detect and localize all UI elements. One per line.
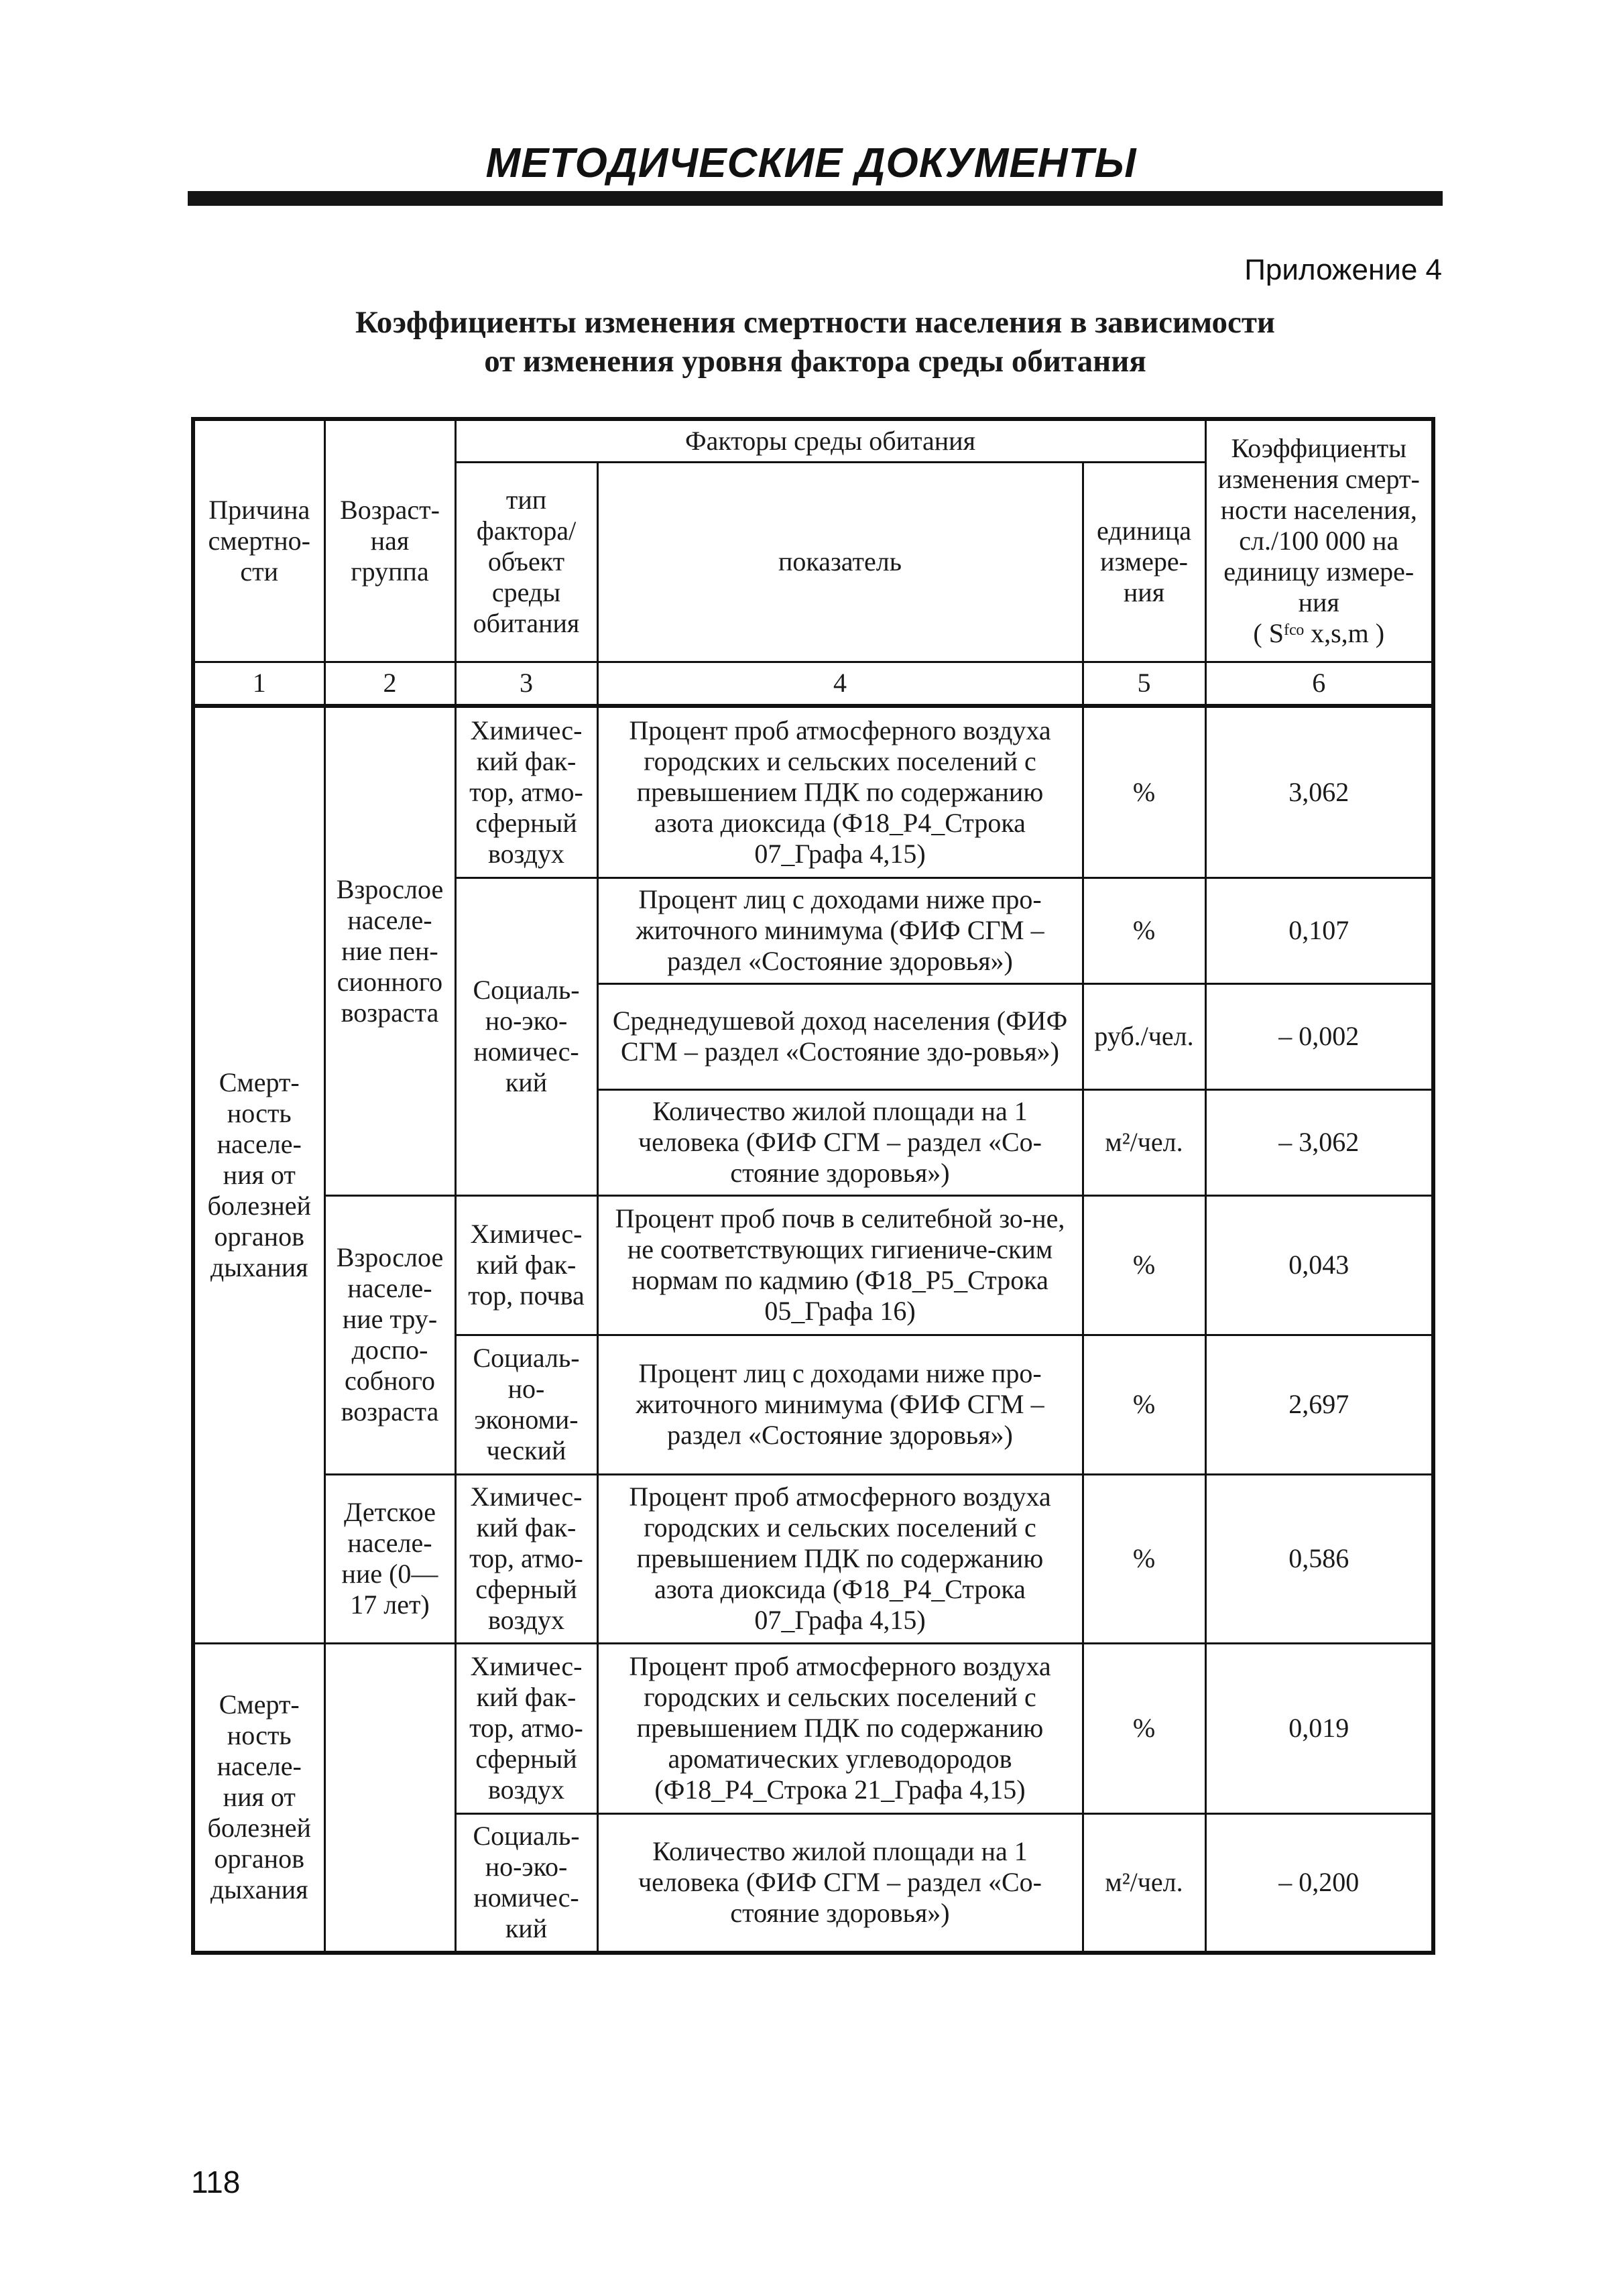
unit-cell: %: [1083, 1643, 1205, 1813]
coefficients-table: [191, 417, 1435, 1955]
title-line-2: от изменения уровня фактора среды обитания: [484, 344, 1146, 379]
factor-type-cell: Химичес-кий фак-тор, атмо-сферный воздух: [455, 1474, 597, 1643]
factor-type-cell: Химичес-кий фак-тор, атмо-сферный воздух: [455, 706, 597, 878]
coefficients-table-wrapper: [191, 417, 1435, 1955]
column-number: 4: [597, 662, 1083, 706]
table-row: [193, 1474, 1433, 1643]
header-coefficients: [1205, 419, 1433, 662]
unit-cell: руб./чел.: [1083, 983, 1205, 1089]
column-number: 6: [1205, 662, 1433, 706]
unit-cell: %: [1083, 1474, 1205, 1643]
indicator-cell: Процент проб почв в селитебной зо-не, не соответствующих гигиениче-ским нормам по кадмию (Ф18_Р5_Строка 05_Графа 16): [597, 1195, 1083, 1335]
document-title: [188, 303, 1443, 381]
unit-cell: %: [1083, 706, 1205, 878]
header-row-1: [193, 419, 1433, 462]
header-factors: Факторы среды обитания: [455, 419, 1205, 462]
coefficient-cell: 0,107: [1205, 878, 1433, 983]
indicator-cell: Среднедушевой доход населения (ФИФ СГМ – раздел «Состояние здо-ровья»): [597, 983, 1083, 1089]
unit-cell: %: [1083, 1335, 1205, 1474]
factor-type-cell: Социаль-но-эко-номичес-кий: [455, 1813, 597, 1953]
age-group-cell: [324, 1643, 455, 1953]
age-group-cell: Взрослое населе-ние пен-сионного возраста: [324, 706, 455, 1195]
header-rule: [188, 191, 1443, 206]
unit-cell: %: [1083, 878, 1205, 983]
column-number: 1: [193, 662, 324, 706]
column-number-row: [193, 662, 1433, 706]
coefficient-cell: 3,062: [1205, 706, 1433, 878]
indicator-cell: Процент проб атмосферного воздуха городских и сельских поселений с превышением ПДК по содержанию ароматических углеводородов (Ф18_Р4_Строка 21_Графа 4,15): [597, 1643, 1083, 1813]
table-row: [193, 1643, 1433, 1813]
indicator-cell: Количество жилой площади на 1 человека (ФИФ СГМ – раздел «Со-стояние здоровья»): [597, 1813, 1083, 1953]
factor-type-cell: Социаль-но-экономи-ческий: [455, 1335, 597, 1474]
header-factor-type: тип фактора/ объект среды обитания: [455, 462, 597, 662]
indicator-cell: Процент лиц с доходами ниже про-житочного минимума (ФИФ СГМ – раздел «Состояние здоровья»): [597, 878, 1083, 983]
section-title: МЕТОДИЧЕСКИЕ ДОКУМЕНТЫ: [485, 140, 1137, 186]
header-unit: единица измере-ния: [1083, 462, 1205, 662]
title-line-1: Коэффициенты изменения смертности населения в зависимости: [355, 305, 1276, 340]
coefficient-cell: 0,019: [1205, 1643, 1433, 1813]
unit-cell: %: [1083, 1195, 1205, 1335]
indicator-cell: Процент проб атмосферного воздуха городских и сельских поселений с превышением ПДК по содержанию азота диоксида (Ф18_Р4_Строка 07_Графа 4,15): [597, 706, 1083, 878]
indicator-cell: Процент проб атмосферного воздуха городских и сельских поселений с превышением ПДК по содержанию азота диоксида (Ф18_Р4_Строка 07_Графа 4,15): [597, 1474, 1083, 1643]
age-group-cell: Детское населе-ние (0—17 лет): [324, 1474, 455, 1643]
coefficient-cell: 0,043: [1205, 1195, 1433, 1335]
coefficient-cell: 0,586: [1205, 1474, 1433, 1643]
header-age-group: Возраст-ная группа: [324, 419, 455, 662]
factor-type-cell: Химичес-кий фак-тор, почва: [455, 1195, 597, 1335]
column-number: 3: [455, 662, 597, 706]
unit-cell: м²/чел.: [1083, 1813, 1205, 1953]
cause-cell: Смерт-ность населе-ния от болезней органов дыхания: [193, 1643, 324, 1953]
table-row: [193, 1195, 1433, 1335]
header-cause: Причина смертно-сти: [193, 419, 324, 662]
header-coefficients-text: Коэффициенты изменения смерт-ности населения, сл./100 000 на единицу измере-ния: [1217, 432, 1420, 617]
appendix-label: Приложение 4: [1244, 253, 1442, 286]
header-coefficients-symbol: ( Sᶠᶜᵒ x,s,m ): [1253, 617, 1385, 648]
coefficient-cell: – 0,200: [1205, 1813, 1433, 1953]
page-number: 118: [191, 2165, 241, 2199]
column-number: 2: [324, 662, 455, 706]
indicator-cell: Процент лиц с доходами ниже про-житочного минимума (ФИФ СГМ – раздел «Состояние здоровья»): [597, 1335, 1083, 1474]
factor-type-cell: Социаль-но-эко-номичес-кий: [455, 878, 597, 1195]
unit-cell: м²/чел.: [1083, 1089, 1205, 1195]
factor-type-cell: Химичес-кий фак-тор, атмо-сферный воздух: [455, 1643, 597, 1813]
column-number: 5: [1083, 662, 1205, 706]
indicator-cell: Количество жилой площади на 1 человека (ФИФ СГМ – раздел «Со-стояние здоровья»): [597, 1089, 1083, 1195]
coefficient-cell: – 0,002: [1205, 983, 1433, 1089]
table-row: [193, 706, 1433, 878]
header-indicator: показатель: [597, 462, 1083, 662]
coefficient-cell: – 3,062: [1205, 1089, 1433, 1195]
coefficient-cell: 2,697: [1205, 1335, 1433, 1474]
cause-cell: Смерт-ность населе-ния от болезней органов дыхания: [193, 706, 324, 1643]
age-group-cell: Взрослое населе-ние тру-доспо-собного возраста: [324, 1195, 455, 1474]
